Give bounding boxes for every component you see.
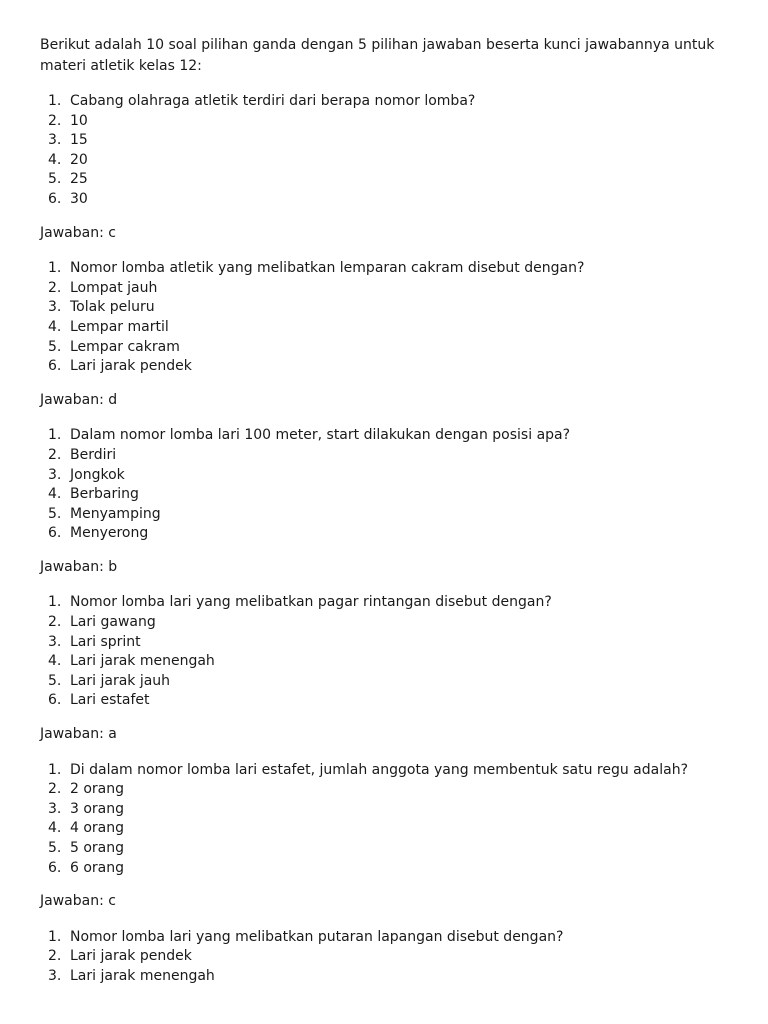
answer-key: Jawaban: c xyxy=(40,224,116,241)
list-item: 2. Berdiri xyxy=(48,446,117,463)
question-list xyxy=(40,928,740,987)
intro-paragraph: Berikut adalah 10 soal pilihan ganda dengan 5 pilihan jawaban beserta kunci jawabannya untuk materi atletik kelas 12: xyxy=(40,37,715,74)
list-item: 3. 15 xyxy=(48,132,88,149)
list-item: 6. 6 orang xyxy=(48,859,125,876)
list-item: 1. Nomor lomba atletik yang melibatkan lemparan cakram disebut dengan? xyxy=(48,260,585,277)
list-item: 1. Cabang olahraga atletik terdiri dari berapa nomor lomba? xyxy=(48,93,476,109)
list-item: 1. Nomor lomba lari yang melibatkan pagar rintangan disebut dengan? xyxy=(48,594,552,611)
question-list xyxy=(40,259,740,377)
list-item: 5. 5 orang xyxy=(48,840,125,856)
list-item: 1. Di dalam nomor lomba lari estafet, jumlah anggota yang membentuk satu regu adalah? xyxy=(48,761,689,778)
list-item: 4. Lempar martil xyxy=(48,318,169,335)
list-item: 3. 3 orang xyxy=(48,800,125,817)
list-item: 5. Menyamping xyxy=(48,505,161,522)
answer-key: Jawaban: a xyxy=(40,726,117,743)
list-item: 6. 30 xyxy=(48,190,88,207)
list-item: 3. Tolak peluru xyxy=(48,299,155,316)
answer-key: Jawaban: c xyxy=(40,893,116,910)
question-list xyxy=(40,92,740,210)
list-item: 1. Dalam nomor lomba lari 100 meter, start dilakukan dengan posisi apa? xyxy=(48,427,571,444)
list-item: 3. Lari sprint xyxy=(48,633,141,650)
list-item: 4. 20 xyxy=(48,151,88,168)
list-item: 2. Lari gawang xyxy=(48,614,156,631)
question-block-4 xyxy=(40,593,740,744)
list-item: 5. 25 xyxy=(48,171,88,188)
list-item: 1. Nomor lomba lari yang melibatkan putaran lapangan disebut dengan? xyxy=(48,928,564,945)
question-block-2 xyxy=(40,259,740,410)
list-item: 5. Lempar cakram xyxy=(48,338,180,355)
question-list xyxy=(40,593,740,711)
question-block-6 xyxy=(40,928,740,987)
question-list xyxy=(40,426,740,544)
list-item: 2. 2 orang xyxy=(48,781,125,798)
question-block-1 xyxy=(40,92,740,243)
list-item: 5. Lari jarak jauh xyxy=(48,672,171,689)
list-item: 6. Lari jarak pendek xyxy=(48,358,192,375)
list-item: 6. Menyerong xyxy=(48,525,149,542)
list-item: 2. 10 xyxy=(48,112,88,129)
question-list xyxy=(40,761,740,879)
answer-key: Jawaban: b xyxy=(40,558,118,575)
list-item: 2. Lari jarak pendek xyxy=(48,948,192,965)
document-page xyxy=(40,35,740,987)
list-item: 4. 4 orang xyxy=(48,820,125,837)
list-item: 3. Jongkok xyxy=(48,466,125,483)
list-item: 4. Berbaring xyxy=(48,486,139,503)
question-block-3 xyxy=(40,426,740,577)
answer-key: Jawaban: d xyxy=(40,391,118,408)
list-item: 6. Lari estafet xyxy=(48,692,150,709)
question-block-5 xyxy=(40,761,740,912)
list-item: 2. Lompat jauh xyxy=(48,279,158,296)
list-item: 3. Lari jarak menengah xyxy=(48,967,215,984)
list-item: 4. Lari jarak menengah xyxy=(48,653,215,670)
